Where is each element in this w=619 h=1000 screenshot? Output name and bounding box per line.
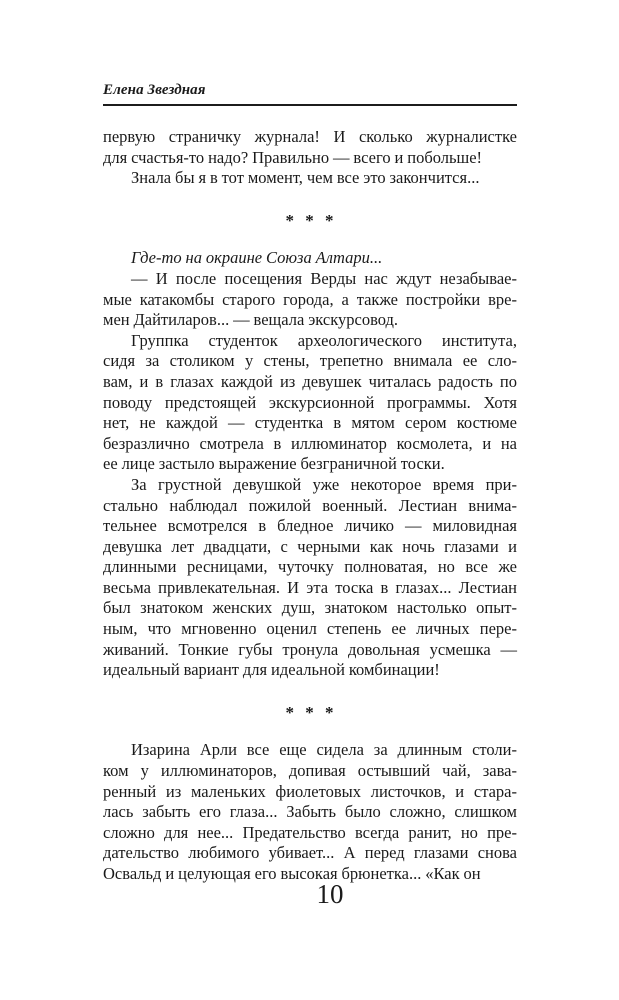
- text-line: тельнее всмотрелся в бледное личико — миловидная: [103, 516, 517, 536]
- body-paragraph: [103, 740, 517, 884]
- text-line: Где-то на окраине Союза Алтари...: [131, 248, 383, 268]
- text-line: Группка студенток археологического института,: [131, 330, 517, 350]
- body-paragraph: [103, 331, 517, 475]
- text-line: лась забыть его глаза... Забыть было сложно, слишком: [103, 802, 517, 822]
- page-body: [103, 127, 517, 885]
- text-line: нет, не каждой — студентка в мятом сером костюме: [103, 413, 517, 433]
- body-paragraph: [103, 269, 517, 331]
- text-line: живаний. Тонкие губы тронула довольная усмешка —: [103, 639, 517, 659]
- text-line: Освальд и целующая его высокая брюнетка... «Как он: [103, 864, 481, 883]
- text-line: дательство любимого убивает... А перед глазами снова: [103, 843, 517, 863]
- text-line: ее лице застыло выражение безграничной тоски.: [103, 454, 445, 474]
- scene-caption-paragraph: [103, 248, 517, 269]
- text-line: сидя за столиком у стены, трепетно внимала ее сло-: [103, 351, 517, 371]
- text-line: Знала бы я в тот момент, чем все это закончится...: [131, 168, 480, 188]
- text-line: безразлично смотрела в иллюминатор космолета, и на: [103, 433, 517, 453]
- text-line: весьма привлекательная. И эта тоска в глазах... Лестиан: [103, 577, 517, 597]
- body-paragraph: [103, 127, 517, 168]
- author-running-head: Елена Звездная: [103, 82, 517, 106]
- text-line: поводу предстоящей экскурсионной программы. Хотя: [103, 392, 517, 412]
- text-line: вам, и в глазах каждой из девушек читалась радость по: [103, 371, 517, 391]
- text-line: стально наблюдал пожилой военный. Лестиан внима-: [103, 495, 517, 515]
- text-line: идеальный вариант для идеальной комбинации!: [103, 660, 440, 680]
- section-separator: * * *: [285, 702, 335, 722]
- section-separator: * * *: [285, 210, 335, 230]
- text-line: девушка лет двадцати, с черными как ночь глазами и: [103, 536, 517, 556]
- text-line: За грустной девушкой уже некоторое время при-: [131, 474, 517, 494]
- text-line: — И после посещения Верды нас ждут незабывае-: [131, 268, 517, 288]
- text-column: [103, 82, 517, 885]
- text-line: мен Дайтиларов... — вещала экскурсовод.: [103, 310, 399, 330]
- text-line: мые катакомбы старого города, а также постройки вре-: [103, 289, 517, 309]
- body-paragraph: [103, 168, 517, 189]
- page-number: 10: [316, 879, 344, 909]
- body-paragraph: [103, 475, 517, 681]
- text-line: длинными ресницами, чуточку полноватая, но все же: [103, 557, 517, 577]
- text-line: ренный из маленьких фиолетовых листочков, и стара-: [103, 781, 517, 801]
- text-line: был знатоком женских душ, знатоком настолько опыт-: [103, 598, 517, 618]
- text-line: ком у иллюминаторов, допивая остывший чай, зава-: [103, 761, 517, 781]
- text-line: Изарина Арли все еще сидела за длинным столи-: [131, 740, 517, 760]
- text-line: для счастья-то надо? Правильно — всего и побольше!: [103, 147, 483, 167]
- text-line: первую страничку журнала! И сколько журналистке: [103, 127, 517, 146]
- text-line: сложно для нее... Предательство всегда ранит, но пре-: [103, 822, 517, 842]
- text-line: ным, что мгновенно оценил степень ее личных пере-: [103, 619, 517, 639]
